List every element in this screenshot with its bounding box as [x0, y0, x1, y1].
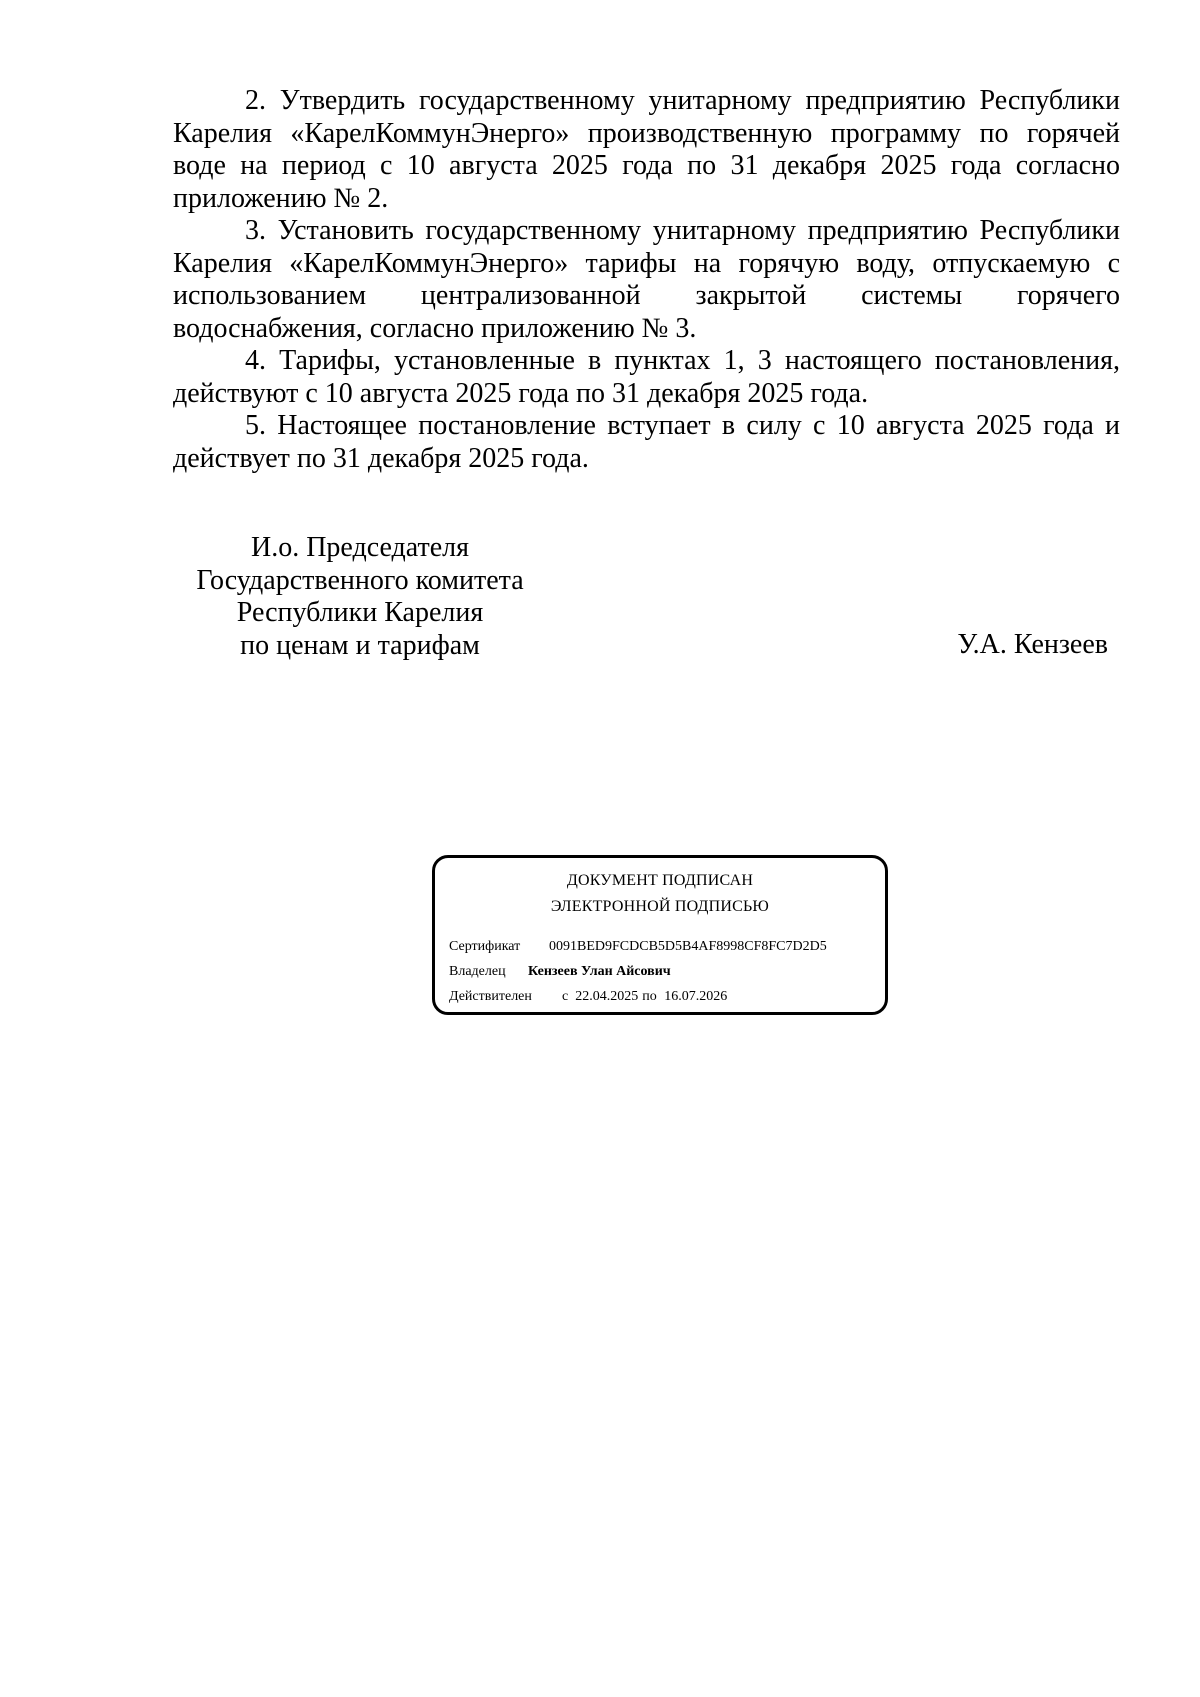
certificate-label: Сертификат	[449, 939, 521, 954]
resolution-body	[173, 85, 1120, 475]
certificate-value: 0091BED9FCDCB5D5B4AF8998CF8FC7D2D5	[549, 939, 827, 954]
position-line: Государственного комитета	[196, 564, 524, 596]
paragraph-4: 4. Тарифы, установленные в пунктах 1, 3 настоящего постановления, действуют с 10 августа 2025 года по 31 декабря 2025 года.	[173, 345, 1120, 409]
valid-to-prefix: по	[642, 989, 657, 1004]
valid-from-date: 22.04.2025	[575, 989, 639, 1004]
stamp-title	[435, 868, 885, 920]
paragraph-5: 5. Настоящее постановление вступает в силу с 10 августа 2025 года и действует по 31 декабря 2025 года.	[173, 410, 1120, 474]
position-line: И.о. Председателя	[250, 532, 470, 563]
stamp-certificate-row	[449, 939, 827, 955]
position-line: Республики Карелия	[236, 597, 484, 628]
owner-label: Владелец	[449, 964, 506, 979]
stamp-title-line: ЭЛЕКТРОННОЙ ПОДПИСЬЮ	[550, 898, 770, 915]
paragraph-2: 2. Утвердить государственному унитарному предприятию Республики Карелия «КарелКоммунЭнерго» производственную программу по горячей воде на период с 10 августа 2025 года по 31 декабря 2025 года согласно приложению № 2.	[173, 85, 1120, 214]
stamp-owner-row	[449, 964, 671, 980]
valid-label: Действителен	[449, 989, 532, 1004]
position-line: по ценам и тарифам	[240, 629, 480, 661]
paragraph-3: 3. Установить государственному унитарному предприятию Республики Карелия «КарелКоммунЭнерго» тарифы на горячую воду, отпускаемую с использованием централизованной закрытой системы горячего водоснабжения, согласно приложению № 3.	[173, 215, 1120, 344]
electronic-signature-stamp	[432, 855, 888, 1015]
signatory-position	[160, 532, 560, 662]
signatory-name: У.А. Кензеев	[957, 629, 1108, 660]
valid-from-prefix: с	[562, 989, 569, 1004]
stamp-validity-row	[449, 989, 727, 1005]
owner-value: Кензеев Улан Айсович	[528, 964, 671, 979]
valid-to-date: 16.07.2026	[664, 989, 728, 1004]
stamp-title-line: ДОКУМЕНТ ПОДПИСАН	[566, 872, 754, 889]
